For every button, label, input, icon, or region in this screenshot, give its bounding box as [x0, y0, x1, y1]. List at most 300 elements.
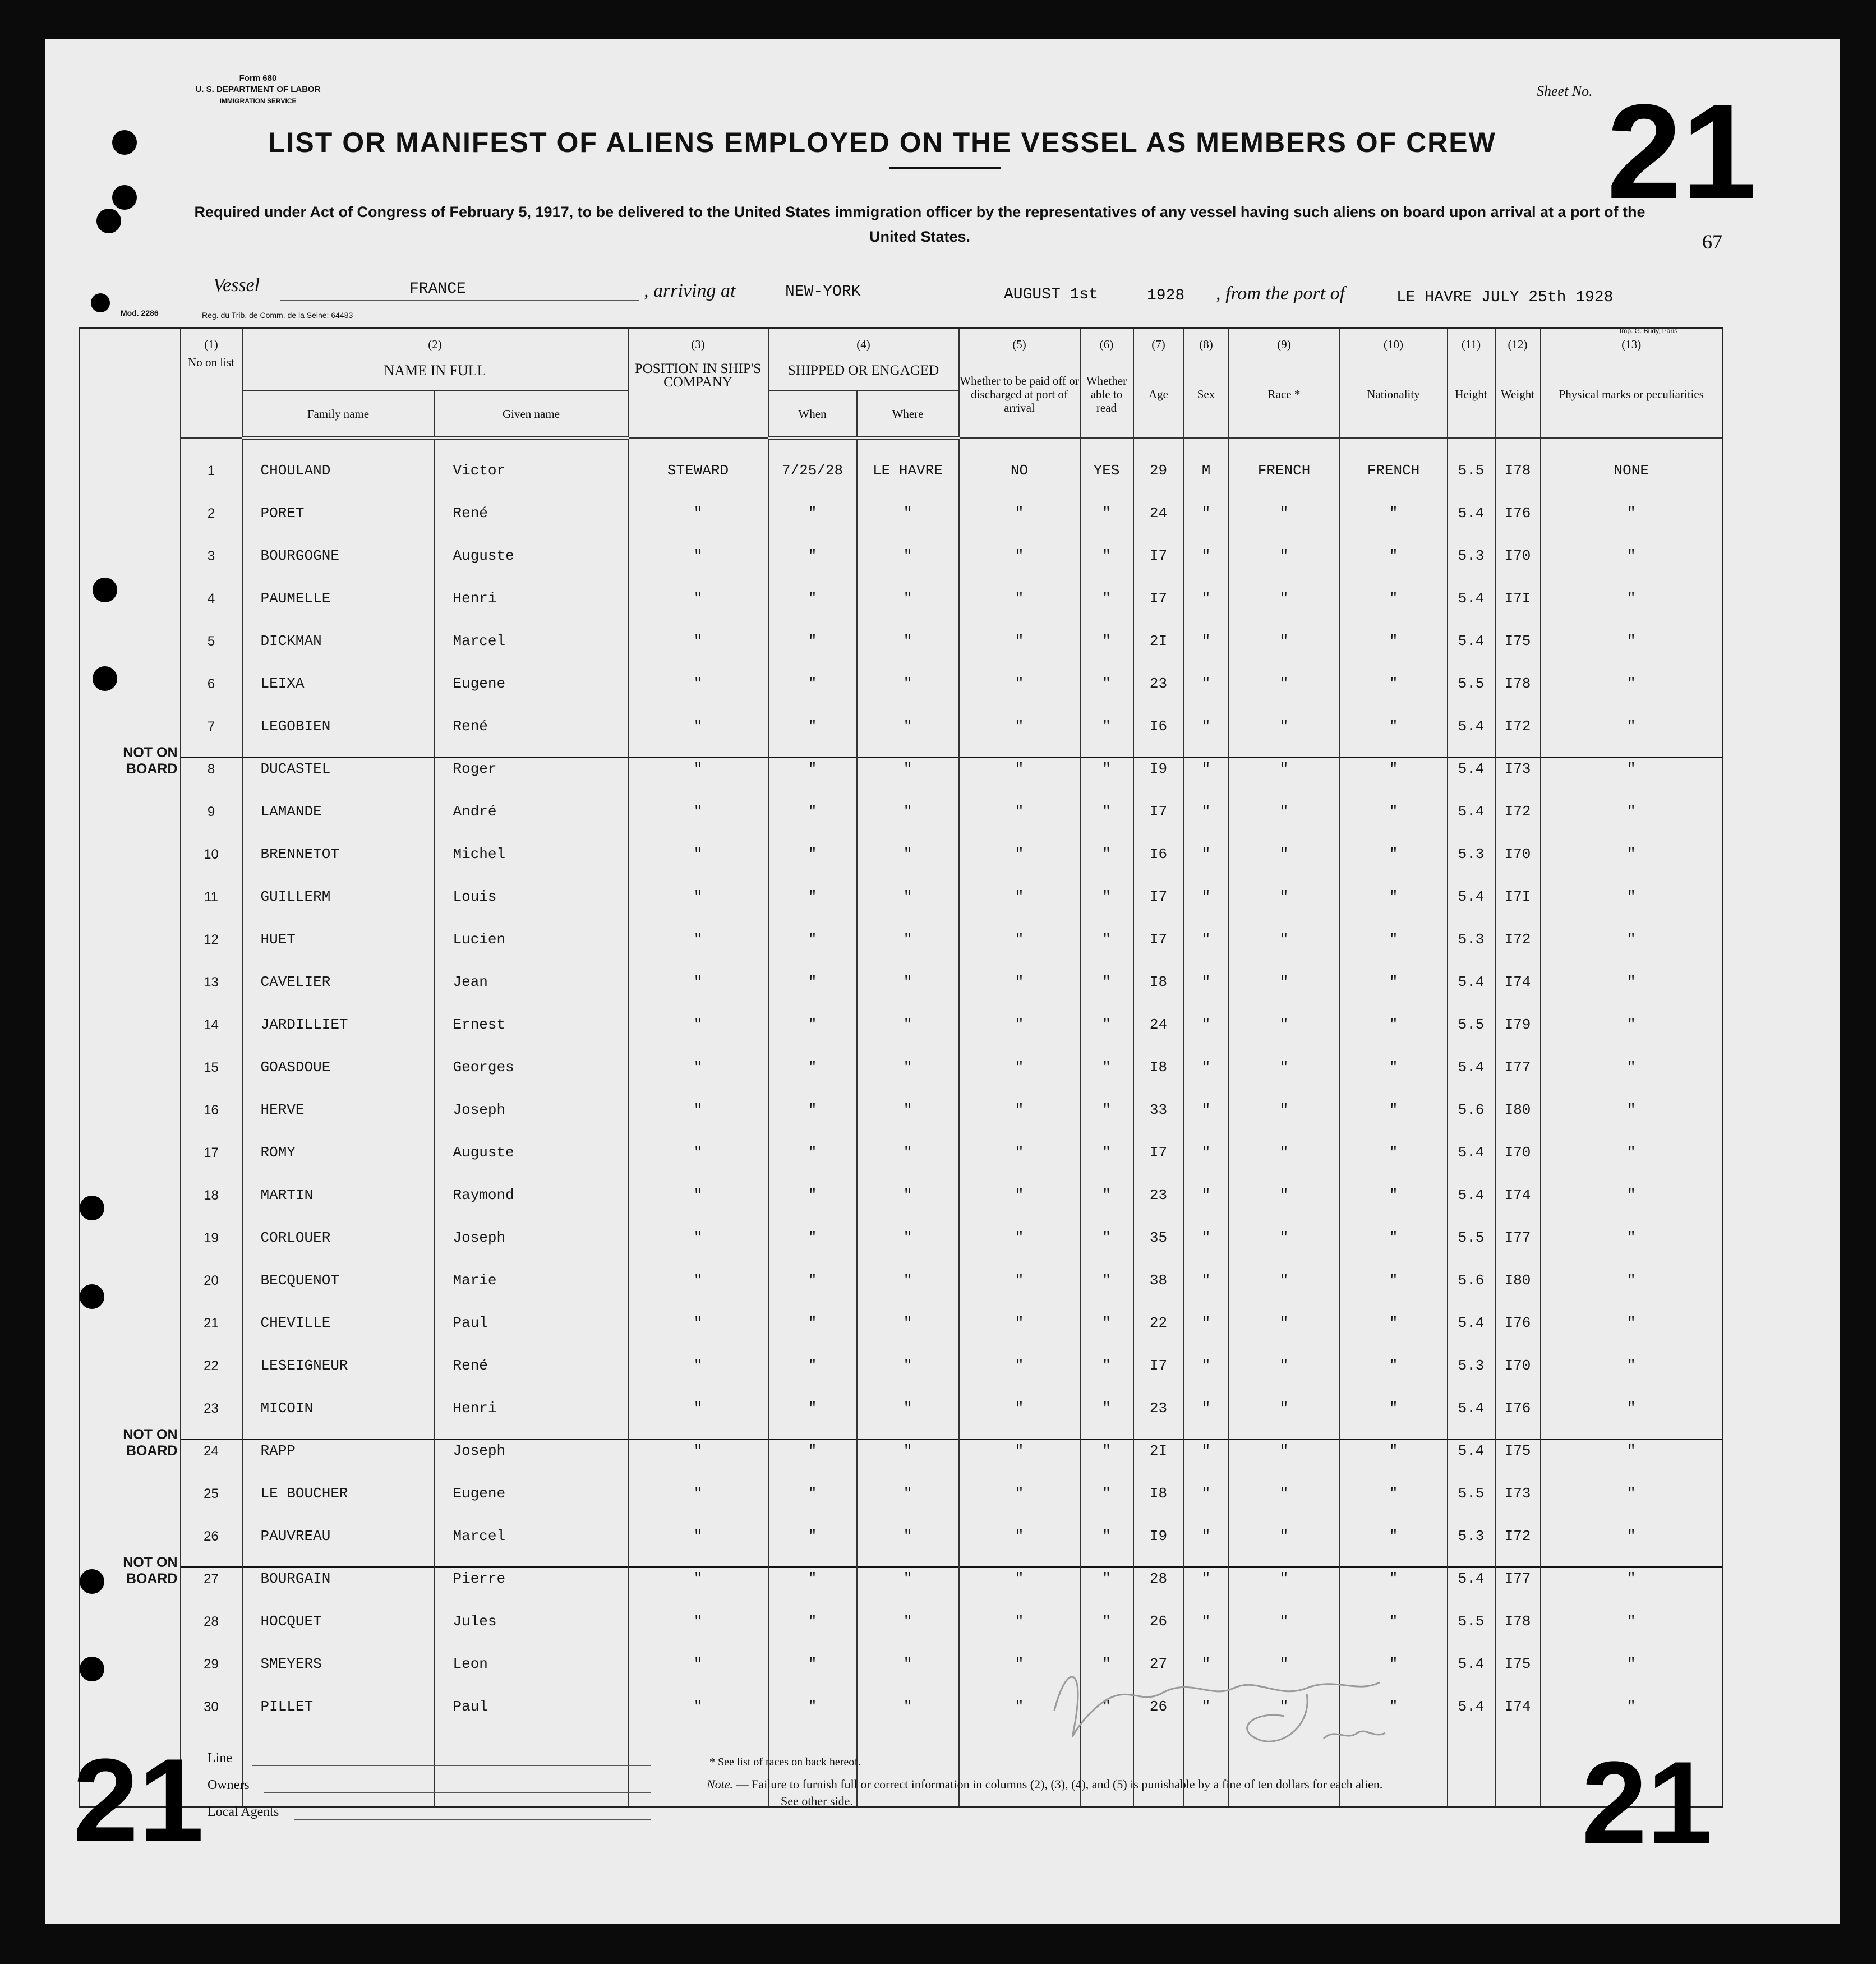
cell-weight: I74	[1495, 1164, 1541, 1207]
cell-read: "	[1080, 1079, 1133, 1122]
cell-sex: "	[1184, 1036, 1229, 1079]
cell-given: Henri	[435, 1377, 628, 1420]
cell-where: "	[857, 994, 959, 1036]
cell-nationality: "	[1340, 1122, 1448, 1164]
cell-no: 20	[181, 1250, 242, 1292]
cell-position: "	[628, 1036, 768, 1079]
cell-height: 5.3	[1448, 1505, 1495, 1548]
cell-read: "	[1080, 994, 1133, 1036]
cell-paid: "	[959, 1463, 1080, 1505]
cell-race: "	[1229, 1122, 1340, 1164]
cell-position: "	[628, 994, 768, 1036]
cell-family: MARTIN	[242, 1164, 435, 1207]
cell-read: "	[1080, 951, 1133, 994]
cell-sex: "	[1184, 525, 1229, 568]
cell-weight: I70	[1495, 1335, 1541, 1377]
cell-sex: "	[1184, 1292, 1229, 1335]
cell-when: "	[768, 1164, 857, 1207]
table-row	[80, 1164, 1723, 1207]
cell-race: "	[1229, 610, 1340, 653]
crew-manifest-table	[79, 327, 1723, 1808]
cell-position: "	[628, 1335, 768, 1377]
cell-when: "	[768, 1548, 857, 1590]
sheet-number-bottom-left: 21	[73, 1734, 204, 1866]
cell-read: "	[1080, 1164, 1133, 1207]
cell-height: 5.4	[1448, 1164, 1495, 1207]
cell-where: "	[857, 1207, 959, 1250]
cell-race: "	[1229, 1079, 1340, 1122]
cell-where: "	[857, 1505, 959, 1548]
cell-race: "	[1229, 525, 1340, 568]
cell-where: "	[857, 1292, 959, 1335]
cell-marks: "	[1541, 653, 1723, 695]
cell-marks: "	[1541, 1420, 1723, 1463]
cell-given: Paul	[435, 1676, 628, 1718]
cell-family: GUILLERM	[242, 866, 435, 909]
cell-weight: I75	[1495, 1420, 1541, 1463]
cell-weight: I78	[1495, 438, 1541, 482]
cell-where: "	[857, 1250, 959, 1292]
cell-given: Auguste	[435, 525, 628, 568]
cell-race: "	[1229, 823, 1340, 866]
cell-no: 17	[181, 1122, 242, 1164]
table-row	[80, 568, 1723, 610]
cell-given: Ernest	[435, 994, 628, 1036]
col3-num: (3)	[628, 328, 768, 352]
cell-race: "	[1229, 1250, 1340, 1292]
cell-marks: "	[1541, 1292, 1723, 1335]
col-paid-off: Whether to be paid off or discharged at port of arrival	[959, 351, 1080, 438]
cell-when: "	[768, 1079, 857, 1122]
cell-no: 6	[181, 653, 242, 695]
cell-no: 29	[181, 1633, 242, 1676]
not-on-board-note	[80, 1676, 181, 1718]
page-number: 67	[1702, 230, 1722, 253]
port-label: , from the port of	[1216, 283, 1345, 304]
cell-height: 5.4	[1448, 1548, 1495, 1590]
table-row	[80, 1548, 1723, 1590]
cell-family: MICOIN	[242, 1377, 435, 1420]
cell-when: "	[768, 568, 857, 610]
table-row	[80, 738, 1723, 781]
cell-position: "	[628, 653, 768, 695]
cell-family: CHOULAND	[242, 438, 435, 482]
cell-height: 5.5	[1448, 1590, 1495, 1633]
cell-when: "	[768, 909, 857, 951]
cell-sex: "	[1184, 1164, 1229, 1207]
cell-where: "	[857, 525, 959, 568]
cell-where: "	[857, 951, 959, 994]
cell-nationality: "	[1340, 1335, 1448, 1377]
local-agents-field	[294, 1819, 651, 1820]
cell-weight: I70	[1495, 823, 1541, 866]
cell-paid: "	[959, 781, 1080, 823]
vessel-name: FRANCE	[409, 280, 466, 298]
cell-no: 3	[181, 525, 242, 568]
cell-when: "	[768, 1036, 857, 1079]
col11-num: (11)	[1448, 328, 1495, 352]
cell-given: Georges	[435, 1036, 628, 1079]
cell-age: I9	[1133, 738, 1184, 781]
cell-when: "	[768, 1463, 857, 1505]
cell-marks: "	[1541, 482, 1723, 525]
service-name: IMMIGRATION SERVICE	[219, 97, 297, 105]
table-row	[80, 1633, 1723, 1676]
cell-height: 5.3	[1448, 1335, 1495, 1377]
cell-weight: I76	[1495, 1377, 1541, 1420]
cell-family: PORET	[242, 482, 435, 525]
cell-position: "	[628, 781, 768, 823]
punch-hole	[96, 209, 121, 233]
sheet-number-bottom-right: 21	[1582, 1737, 1713, 1869]
cell-family: HUET	[242, 909, 435, 951]
cell-weight: I7I	[1495, 866, 1541, 909]
cell-paid: "	[959, 1292, 1080, 1335]
cell-when: "	[768, 1505, 857, 1548]
cell-paid: "	[959, 1377, 1080, 1420]
cell-height: 5.4	[1448, 1676, 1495, 1718]
punch-hole	[112, 130, 137, 155]
cell-paid: "	[959, 1122, 1080, 1164]
cell-when: "	[768, 1122, 857, 1164]
col1-num: (1)	[181, 328, 242, 352]
cell-given: Paul	[435, 1292, 628, 1335]
cell-race: "	[1229, 1292, 1340, 1335]
cell-age: I9	[1133, 1505, 1184, 1548]
cell-paid: "	[959, 823, 1080, 866]
cell-where: "	[857, 1036, 959, 1079]
cell-given: Eugene	[435, 1463, 628, 1505]
cell-position: "	[628, 738, 768, 781]
cell-family: ROMY	[242, 1122, 435, 1164]
col-where: Where	[857, 391, 959, 438]
cell-position: "	[628, 1676, 768, 1718]
cell-position: "	[628, 951, 768, 994]
cell-read: "	[1080, 823, 1133, 866]
cell-nationality: "	[1340, 1250, 1448, 1292]
cell-paid: "	[959, 1335, 1080, 1377]
cell-weight: I73	[1495, 738, 1541, 781]
cell-marks: "	[1541, 695, 1723, 738]
cell-position: "	[628, 823, 768, 866]
cell-marks: "	[1541, 1590, 1723, 1633]
cell-marks: NONE	[1541, 438, 1723, 482]
col-position: POSITION IN SHIP'S COMPANY	[628, 351, 768, 438]
table-row	[80, 951, 1723, 994]
cell-no: 16	[181, 1079, 242, 1122]
cell-where: "	[857, 823, 959, 866]
cell-weight: I72	[1495, 695, 1541, 738]
arriving-label: , arriving at	[644, 280, 736, 301]
cell-height: 5.4	[1448, 738, 1495, 781]
table-row	[80, 823, 1723, 866]
cell-marks: "	[1541, 1164, 1723, 1207]
cell-paid: NO	[959, 438, 1080, 482]
cell-given: Joseph	[435, 1207, 628, 1250]
arrival-year: 1928	[1147, 287, 1185, 305]
cell-when: "	[768, 1377, 857, 1420]
cell-no: 26	[181, 1505, 242, 1548]
table-row	[80, 1676, 1723, 1718]
cell-when: "	[768, 1207, 857, 1250]
not-on-board-note	[80, 951, 181, 994]
cell-read: "	[1080, 1590, 1133, 1633]
cell-sex: "	[1184, 1335, 1229, 1377]
cell-sex: "	[1184, 823, 1229, 866]
cell-weight: I78	[1495, 653, 1541, 695]
cell-marks: "	[1541, 1377, 1723, 1420]
cell-marks: "	[1541, 525, 1723, 568]
cell-age: I6	[1133, 823, 1184, 866]
not-on-board-note	[80, 610, 181, 653]
cell-position: "	[628, 1590, 768, 1633]
cell-age: 26	[1133, 1676, 1184, 1718]
cell-race: "	[1229, 695, 1340, 738]
cell-race: "	[1229, 1207, 1340, 1250]
cell-where: "	[857, 1420, 959, 1463]
col-sex: Sex	[1184, 351, 1229, 438]
not-on-board-note	[80, 1292, 181, 1335]
cell-paid: "	[959, 482, 1080, 525]
note-label: Note.	[707, 1777, 734, 1791]
cell-no: 14	[181, 994, 242, 1036]
col12-num: (12)	[1495, 328, 1541, 352]
form-identifier	[151, 73, 365, 107]
cell-paid: "	[959, 1548, 1080, 1590]
cell-no: 30	[181, 1676, 242, 1718]
cell-marks: "	[1541, 1463, 1723, 1505]
cell-nationality: "	[1340, 1079, 1448, 1122]
margin-header	[80, 328, 181, 439]
cell-where: "	[857, 610, 959, 653]
cell-where: "	[857, 1122, 959, 1164]
not-on-board-note: NOT ON BOARD	[80, 1420, 181, 1463]
col-height: Height	[1448, 351, 1495, 438]
col10-num: (10)	[1340, 328, 1448, 352]
cell-marks: "	[1541, 568, 1723, 610]
cell-weight: I70	[1495, 525, 1541, 568]
cell-given: René	[435, 695, 628, 738]
sheet-number: 21	[1607, 76, 1757, 227]
not-on-board-note	[80, 1036, 181, 1079]
cell-nationality: "	[1340, 1292, 1448, 1335]
sheet-no-label: Sheet No.	[1537, 83, 1593, 99]
cell-age: 24	[1133, 482, 1184, 525]
cell-height: 5.5	[1448, 438, 1495, 482]
cell-height: 5.4	[1448, 610, 1495, 653]
cell-family: PAUMELLE	[242, 568, 435, 610]
cell-height: 5.3	[1448, 909, 1495, 951]
cell-age: I8	[1133, 1036, 1184, 1079]
cell-paid: "	[959, 1590, 1080, 1633]
cell-read: "	[1080, 1036, 1133, 1079]
cell-sex: "	[1184, 1207, 1229, 1250]
cell-height: 5.5	[1448, 1207, 1495, 1250]
cell-nationality: "	[1340, 525, 1448, 568]
cell-paid: "	[959, 610, 1080, 653]
cell-age: 2I	[1133, 610, 1184, 653]
cell-age: 23	[1133, 653, 1184, 695]
cell-given: René	[435, 1335, 628, 1377]
cell-height: 5.4	[1448, 482, 1495, 525]
cell-no: 18	[181, 1164, 242, 1207]
cell-when: "	[768, 951, 857, 994]
col-race: Race *	[1229, 351, 1340, 438]
cell-paid: "	[959, 653, 1080, 695]
cell-age: 29	[1133, 438, 1184, 482]
cell-race: "	[1229, 482, 1340, 525]
table-row	[80, 866, 1723, 909]
cell-nationality: "	[1340, 1463, 1448, 1505]
owners-field	[264, 1792, 651, 1793]
punch-hole	[91, 293, 110, 312]
cell-weight: I76	[1495, 1292, 1541, 1335]
cell-weight: I72	[1495, 1505, 1541, 1548]
cell-given: André	[435, 781, 628, 823]
cell-paid: "	[959, 1633, 1080, 1676]
cell-no: 9	[181, 781, 242, 823]
table-row	[80, 1463, 1723, 1505]
cell-weight: I72	[1495, 781, 1541, 823]
not-on-board-note	[80, 1164, 181, 1207]
col-family-name: Family name	[242, 391, 435, 438]
cell-position: "	[628, 1122, 768, 1164]
table-row	[80, 1292, 1723, 1335]
cell-race: FRENCH	[1229, 438, 1340, 482]
cell-race: "	[1229, 1505, 1340, 1548]
cell-nationality: "	[1340, 1377, 1448, 1420]
cell-age: 27	[1133, 1633, 1184, 1676]
cell-sex: "	[1184, 1377, 1229, 1420]
cell-sex: "	[1184, 994, 1229, 1036]
cell-height: 5.4	[1448, 781, 1495, 823]
cell-nationality: "	[1340, 1420, 1448, 1463]
table-row	[80, 1036, 1723, 1079]
table-row	[80, 909, 1723, 951]
cell-weight: I77	[1495, 1036, 1541, 1079]
cell-weight: I80	[1495, 1250, 1541, 1292]
cell-family: BOURGAIN	[242, 1548, 435, 1590]
col-physical-marks: Physical marks or peculiarities	[1541, 351, 1723, 438]
cell-given: Marcel	[435, 610, 628, 653]
table-row	[80, 994, 1723, 1036]
cell-marks: "	[1541, 823, 1723, 866]
cell-where: "	[857, 1633, 959, 1676]
cell-where: "	[857, 653, 959, 695]
cell-nationality: "	[1340, 1164, 1448, 1207]
cell-paid: "	[959, 866, 1080, 909]
cell-sex: "	[1184, 653, 1229, 695]
not-on-board-note	[80, 1505, 181, 1548]
cell-where: "	[857, 568, 959, 610]
cell-weight: I74	[1495, 951, 1541, 994]
not-on-board-note	[80, 695, 181, 738]
cell-height: 5.3	[1448, 525, 1495, 568]
col-name-in-full: NAME IN FULL	[242, 351, 628, 391]
cell-race: "	[1229, 1164, 1340, 1207]
cell-when: "	[768, 823, 857, 866]
cell-age: 24	[1133, 994, 1184, 1036]
cell-marks: "	[1541, 738, 1723, 781]
cell-age: I8	[1133, 951, 1184, 994]
not-on-board-note	[80, 866, 181, 909]
cell-family: JARDILLIET	[242, 994, 435, 1036]
cell-weight: I70	[1495, 1122, 1541, 1164]
table-row	[80, 1505, 1723, 1548]
cell-when: "	[768, 994, 857, 1036]
cell-race: "	[1229, 1036, 1340, 1079]
cell-marks: "	[1541, 1676, 1723, 1718]
cell-where: "	[857, 1676, 959, 1718]
cell-age: I7	[1133, 1335, 1184, 1377]
cell-weight: I77	[1495, 1548, 1541, 1590]
cell-when: "	[768, 653, 857, 695]
cell-weight: I80	[1495, 1079, 1541, 1122]
cell-where: "	[857, 909, 959, 951]
cell-family: LEIXA	[242, 653, 435, 695]
cell-no: 15	[181, 1036, 242, 1079]
cell-marks: "	[1541, 951, 1723, 994]
cell-weight: I79	[1495, 994, 1541, 1036]
cell-read: "	[1080, 482, 1133, 525]
cell-sex: "	[1184, 1079, 1229, 1122]
cell-height: 5.4	[1448, 1036, 1495, 1079]
cell-read: "	[1080, 1676, 1133, 1718]
cell-when: "	[768, 781, 857, 823]
form-number: Form 680	[239, 73, 277, 83]
cell-sex: "	[1184, 610, 1229, 653]
title-underline	[889, 167, 1001, 169]
table-row	[80, 695, 1723, 738]
not-on-board-note	[80, 1633, 181, 1676]
cell-where: LE HAVRE	[857, 438, 959, 482]
cell-family: DUCASTEL	[242, 738, 435, 781]
cell-age: 23	[1133, 1164, 1184, 1207]
col5-num: (5)	[959, 328, 1080, 352]
cell-given: Victor	[435, 438, 628, 482]
cell-where: "	[857, 482, 959, 525]
cell-when: "	[768, 525, 857, 568]
cell-race: "	[1229, 994, 1340, 1036]
table-row	[80, 525, 1723, 568]
blank-cell	[857, 1718, 959, 1807]
cell-weight: I78	[1495, 1590, 1541, 1633]
cell-family: LAMANDE	[242, 781, 435, 823]
cell-read: "	[1080, 738, 1133, 781]
cell-given: Jules	[435, 1590, 628, 1633]
table-row	[80, 1590, 1723, 1633]
cell-where: "	[857, 1590, 959, 1633]
cell-when: "	[768, 1335, 857, 1377]
local-agents-label: Local Agents	[208, 1805, 279, 1819]
col4-num: (4)	[768, 328, 959, 352]
cell-marks: "	[1541, 1633, 1723, 1676]
penalty-note	[707, 1778, 1382, 1791]
cell-given: Henri	[435, 568, 628, 610]
cell-when: "	[768, 1590, 857, 1633]
cell-age: I7	[1133, 909, 1184, 951]
cell-height: 5.4	[1448, 1122, 1495, 1164]
cell-race: "	[1229, 1676, 1340, 1718]
vessel-line	[280, 300, 639, 301]
cell-family: CAVELIER	[242, 951, 435, 994]
cell-height: 5.4	[1448, 695, 1495, 738]
cell-position: STEWARD	[628, 438, 768, 482]
cell-marks: "	[1541, 1079, 1723, 1122]
cell-nationality: "	[1340, 1548, 1448, 1590]
cell-nationality: "	[1340, 994, 1448, 1036]
table-row	[80, 1250, 1723, 1292]
